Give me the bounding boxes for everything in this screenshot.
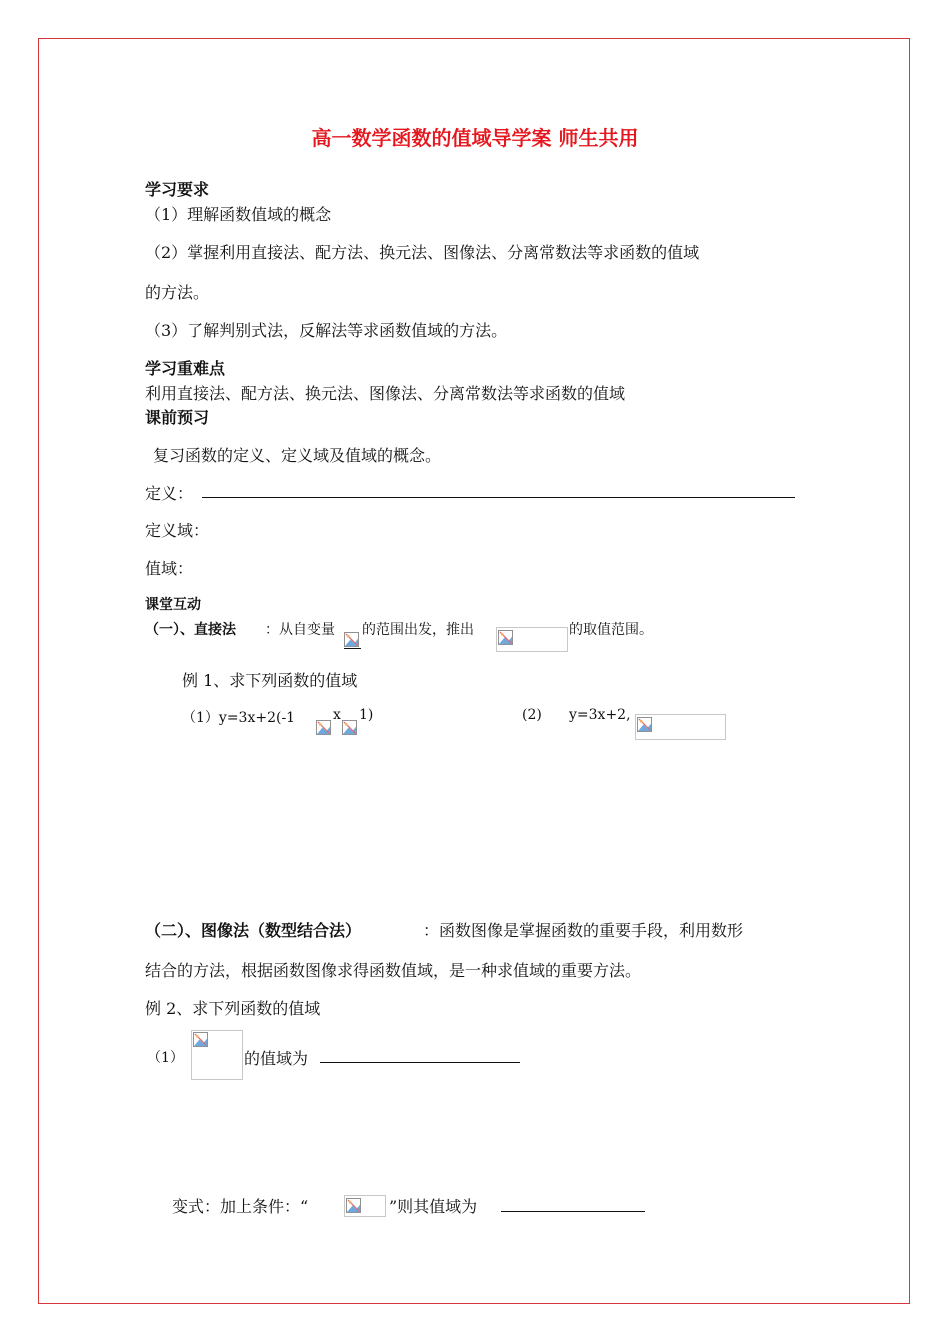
example-1-var-x: x xyxy=(333,707,341,723)
broken-image-icon xyxy=(637,717,652,732)
direct-method-text-b: 的范围出发，推出 xyxy=(362,622,474,638)
requirements-heading: 学习要求 xyxy=(145,180,210,199)
page-border xyxy=(38,38,910,1304)
requirement-item-3: （3）了解判别式法，反解法等求函数值域的方法。 xyxy=(145,321,508,340)
broken-image-icon xyxy=(498,630,513,645)
variant-text-a: 变式：加上条件：“ xyxy=(172,1197,309,1216)
example-1-part-1: （1）y=3x+2(-1 xyxy=(182,710,296,726)
example-1-part-1-end: 1) xyxy=(359,707,374,723)
direct-method-text-a: ：从自变量 xyxy=(265,622,335,638)
broken-image-icon xyxy=(193,1032,208,1047)
example-1-part-2-number: (2) xyxy=(522,707,542,723)
broken-image-icon xyxy=(346,1198,361,1213)
formula-image-y xyxy=(496,627,568,652)
answer-blank-line xyxy=(320,1062,520,1063)
variant-text-b: ”则其值域为 xyxy=(389,1197,478,1216)
blank-underline xyxy=(344,648,361,649)
page-title: 高一数学函数的值域导学案 师生共用 xyxy=(311,126,639,150)
formula-image-lt xyxy=(316,720,332,736)
graph-method-text: ：函数图像是掌握函数的重要手段，利用数形 xyxy=(423,921,744,940)
formula-image-lt-2 xyxy=(342,720,358,736)
example-2-part-1-number: （1） xyxy=(147,1050,184,1066)
preview-intro: 复习函数的定义、定义域及值域的概念。 xyxy=(153,446,442,465)
broken-image-icon xyxy=(342,720,357,735)
formula-image-x xyxy=(344,632,360,648)
definition-label: 定义： xyxy=(145,484,194,503)
range-label: 值域： xyxy=(145,559,194,578)
formula-image-function xyxy=(191,1030,243,1080)
example-2-title: 例 2、求下列函数的值域 xyxy=(145,999,321,1018)
requirement-item-2-cont: 的方法。 xyxy=(145,283,210,302)
direct-method-text-c: 的取值范围。 xyxy=(569,622,653,638)
interaction-heading: 课堂互动 xyxy=(145,597,201,613)
definition-blank-line xyxy=(202,497,795,498)
preview-heading: 课前预习 xyxy=(145,408,210,427)
difficulties-heading: 学习重难点 xyxy=(145,359,226,378)
formula-image-condition xyxy=(344,1195,386,1217)
direct-method-label: （一）、直接法 xyxy=(145,622,236,638)
example-1-part-2-expr: y=3x+2, xyxy=(569,707,631,723)
graph-method-label: （二）、图像法（数型结合法） xyxy=(145,921,362,940)
broken-image-icon xyxy=(344,632,359,647)
domain-label: 定义域： xyxy=(145,521,210,540)
difficulties-text: 利用直接法、配方法、换元法、图像法、分离常数法等求函数的值域 xyxy=(145,384,626,403)
requirement-item-1: （1）理解函数值域的概念 xyxy=(145,205,332,224)
broken-image-icon xyxy=(316,720,331,735)
variant-blank-line xyxy=(501,1211,645,1212)
requirement-item-2: （2）掌握利用直接法、配方法、换元法、图像法、分离常数法等求函数的值域 xyxy=(145,243,700,262)
example-1-title: 例 1、求下列函数的值域 xyxy=(182,671,358,690)
formula-image-domain xyxy=(635,714,726,740)
example-2-part-1-text: 的值域为 xyxy=(244,1049,309,1068)
graph-method-text-cont: 结合的方法，根据函数图像求得函数值域，是一种求值域的重要方法。 xyxy=(145,961,642,980)
